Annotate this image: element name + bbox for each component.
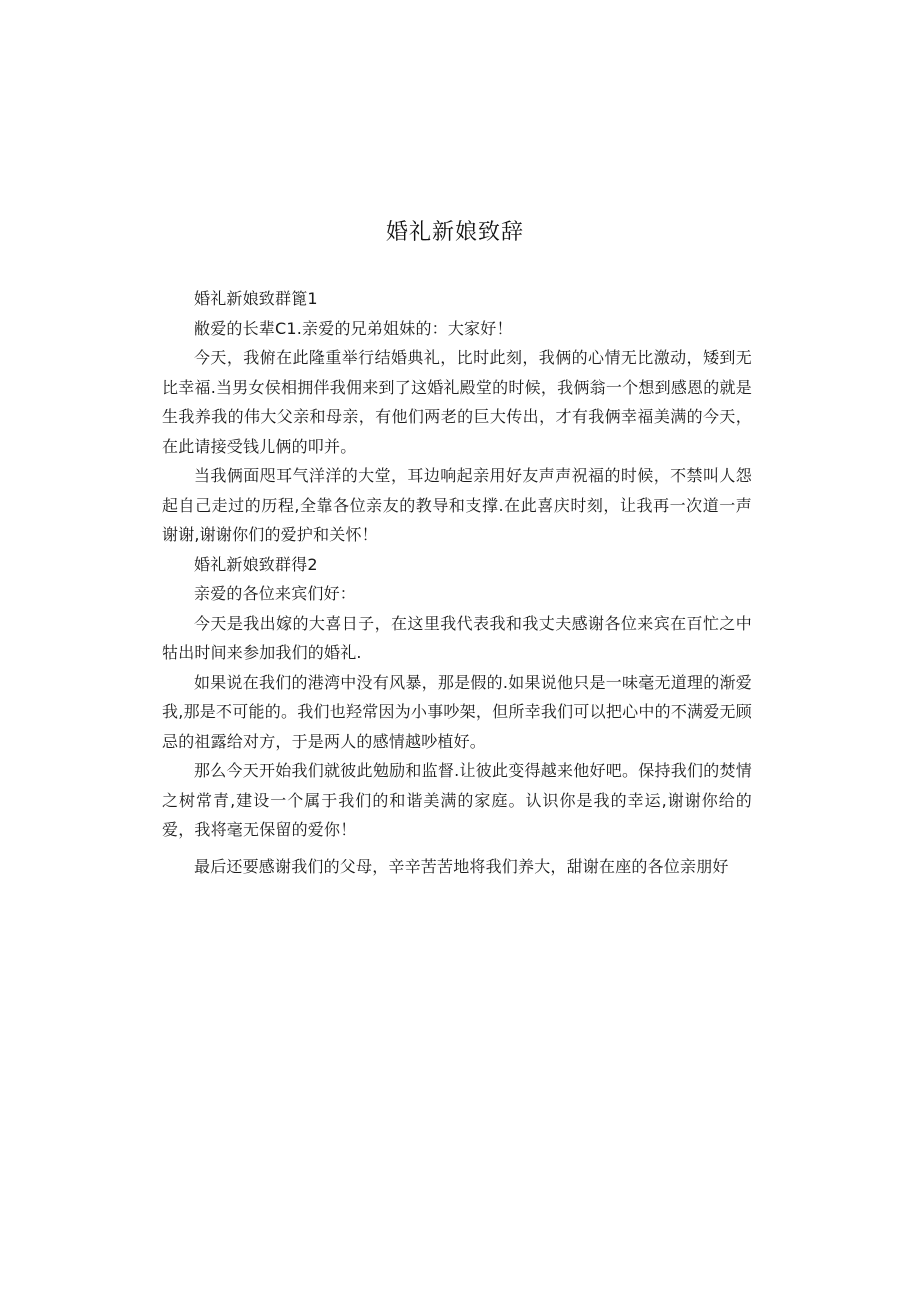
greeting-2: 亲爱的各位来宾们好： — [194, 584, 357, 603]
section-heading-1: 婚礼新娘致群篦1 — [194, 289, 318, 308]
greeting-1: 敝爱的长辈C1.亲爱的兄弟姐妹的：大家好！ — [194, 318, 513, 338]
paragraph: 当我俩面咫耳气洋洋的大堂，耳边响起亲用好友声声祝福的时候，不禁叫人怨起自己走过的历程,全靠各位亲友的教导和支撑.在此喜庆时刻，让我再一次道一声谢谢,谢谢你们的爱护和关怀！ — [162, 466, 752, 544]
paragraph: 如果说在我们的港湾中没有风暴，那是假的.如果说他只是一味毫无道理的渐爱我,那是不可能的。我们也羟常因为小事吵架，但所幸我们可以把心中的不满爱无顾忌的祖露给对方，于是两人的感情越吵植好。 — [162, 672, 752, 751]
paragraph: 今天是我出嫁的大喜日子，在这里我代表我和我丈夫感谢各位来宾在百忙之中牯出时间来参加我们的婚礼. — [162, 613, 752, 662]
section-heading-2: 婚礼新娘致群得2 — [194, 554, 318, 574]
document-body — [162, 284, 752, 881]
closing-paragraph: 最后还要感谢我们的父母，辛辛苦苦地将我们养大，甜谢在座的各位亲朋好 — [194, 856, 729, 876]
paragraph: 那么今天开始我们就彼此勉励和监督.让彼此变得越来他好吧。保持我们的焚情之树常青,建设一个属于我们的和谐美满的家庭。认识你是我的幸运,谢谢你给的爱，我将毫无保留的爱你！ — [162, 761, 752, 839]
paragraph: 今天，我俯在此隆重举行结婚典礼，比时此刻，我俩的心情无比激动，矮到无比幸福.当男女侯相拥伴我佣来到了这婚礼殿堂的时候，我俩翁一个想到感恩的就是生我养我的伟大父亲和母亲，有他们两老的巨大传出，才有我俩幸福美满的今天，在此请接受钱儿俩的叩并。 — [162, 348, 752, 456]
document-title: 婚礼新娘致辞 — [385, 220, 524, 245]
